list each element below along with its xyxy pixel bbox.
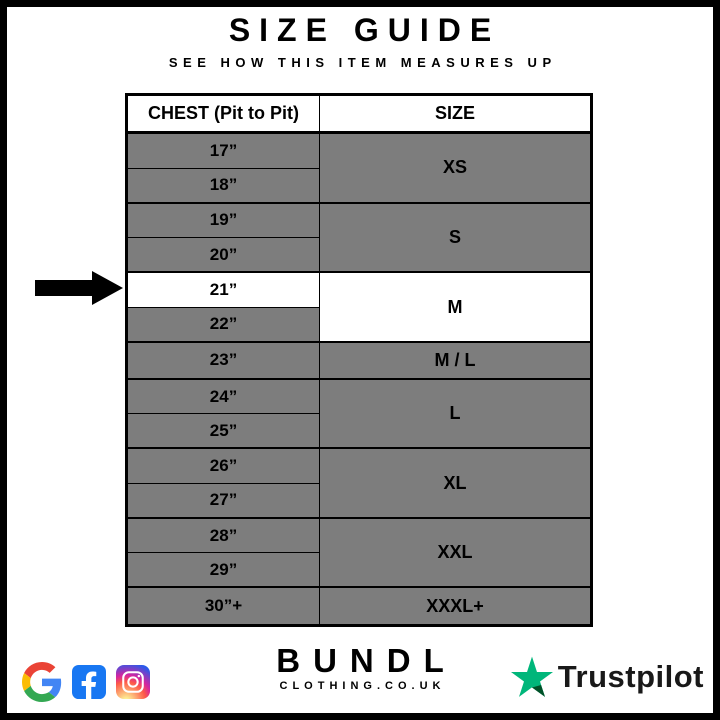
chest-cell: 18” — [127, 168, 320, 203]
chest-cell: 26” — [127, 448, 320, 483]
page-subtitle: SEE HOW THIS ITEM MEASURES UP — [168, 55, 557, 70]
chest-cell: 27” — [127, 483, 320, 518]
table-row — [127, 587, 592, 625]
brand-domain: CLOTHING.CO.UK — [279, 680, 446, 692]
table-header-row — [127, 95, 592, 133]
chest-cell-highlighted: 21” — [127, 272, 320, 307]
size-cell: XL — [320, 448, 592, 518]
chest-cell: 23” — [127, 342, 320, 379]
table-row — [127, 379, 592, 414]
size-cell: XS — [320, 133, 592, 203]
right-arrow-icon — [35, 271, 123, 305]
size-cell-highlighted: M — [320, 272, 592, 342]
chest-cell: 19” — [127, 203, 320, 238]
size-cell: XXXL+ — [320, 587, 592, 625]
table-row — [127, 133, 592, 169]
chest-cell: 22” — [127, 307, 320, 342]
trustpilot-label: Trustpilot — [557, 659, 704, 694]
chest-cell: 17” — [127, 133, 320, 169]
table-row — [127, 518, 592, 553]
chest-cell: 25” — [127, 414, 320, 449]
size-cell: XXL — [320, 518, 592, 588]
table-row — [127, 342, 592, 379]
table-row — [127, 203, 592, 238]
table-row-highlighted — [127, 272, 592, 307]
brand-name: BUNDL — [276, 642, 457, 679]
size-cell: L — [320, 379, 592, 449]
page-title: SIZE GUIDE — [228, 12, 501, 48]
size-cell: M / L — [320, 342, 592, 379]
column-header-size: SIZE — [320, 95, 592, 133]
size-guide-table — [125, 93, 593, 627]
trustpilot-logo[interactable] — [511, 656, 704, 698]
column-header-chest: CHEST (Pit to Pit) — [127, 95, 320, 133]
trustpilot-star-icon — [511, 656, 553, 698]
size-cell: S — [320, 203, 592, 273]
chest-cell: 28” — [127, 518, 320, 553]
chest-cell: 29” — [127, 553, 320, 588]
chest-cell: 24” — [127, 379, 320, 414]
chest-cell: 30”+ — [127, 587, 320, 625]
chest-cell: 20” — [127, 238, 320, 273]
table-row — [127, 448, 592, 483]
